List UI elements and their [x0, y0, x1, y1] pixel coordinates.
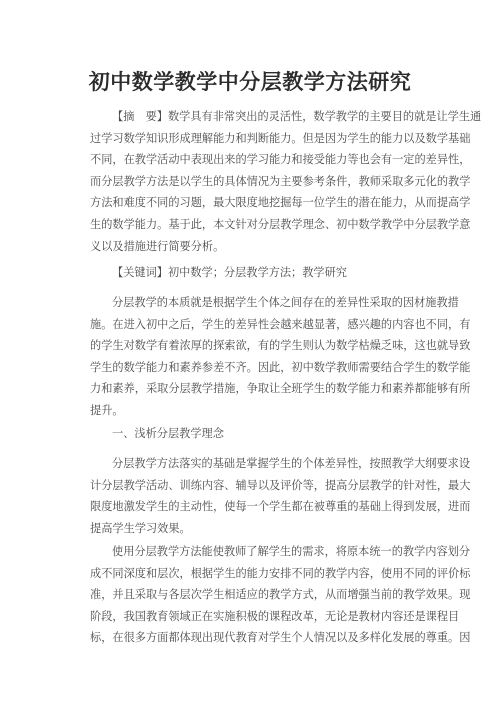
section-heading-text: 一、浅析分层教学理念: [112, 427, 224, 440]
paragraph-line: 计分层教学活动、训练内容、辅导以及评价等，提高分层教学的针对性，最大: [90, 478, 471, 492]
paragraph-line: 提高学生学习效果。: [90, 521, 191, 535]
section-heading-1: [90, 423, 422, 445]
paper-title: 初中数学教学中分层教学方法研究: [88, 70, 412, 94]
abstract-line: 而分层教学方法是以学生的具体情况为主要参考条件，教师采取多元化的教学: [90, 174, 471, 188]
abstract-line: 义以及措施进行简要分析。: [90, 239, 225, 253]
paragraph-line: 准，并且采取与各层次学生相适应的教学方式，从而增强当前的教学效果。现: [90, 588, 471, 602]
paragraph-line: 使用分层教学方法能使教师了解学生的需求，将原本统一的教学内容划分: [112, 545, 471, 558]
paragraph-line: 施。在进入初中之后，学生的差异性会越来越显著，感兴趣的内容也不同，有: [90, 317, 471, 331]
abstract-line: 生的数学能力。基于此，本文针对分层教学理念、初中数学教学中分层教学意: [90, 217, 471, 231]
paragraph-line: 力和素养，采取分层教学措施，争取让全班学生的数学能力和素养都能够有所: [90, 382, 471, 396]
paragraph-line: 标，在很多方面都体现出现代教育对学生个人情况以及多样化发展的尊重。因: [90, 631, 471, 645]
abstract-line: 过学习数学知识形成理解能力和判断能力。但是因为学生的能力以及数学基础: [90, 131, 471, 145]
abstract-line: 【摘 要】数学具有非常突出的灵活性，数学教学的主要目的就是让学生通: [112, 110, 482, 123]
body-paragraph-1: [90, 292, 471, 422]
body-paragraph-2: [90, 453, 471, 539]
paragraph-line: 学生的数学能力和素养参差不齐。因此，初中数学教师需要结合学生的数学能: [90, 360, 471, 374]
body-paragraph-3: [90, 541, 471, 649]
abstract-line: 不同，在教学活动中表现出来的学习能力和接受能力等也会有一定的差异性，: [90, 153, 471, 167]
paragraph-line: 分层教学方法落实的基础是掌握学生的个体差异性，按照教学大纲要求设: [112, 457, 471, 470]
paragraph-line: 的学生对数学有着浓厚的探索欲，有的学生则认为数学枯燥乏味，这也就导致: [90, 339, 471, 353]
abstract-line: 方法和难度不同的习题，最大限度地挖掘每一位学生的潜在能力，从而提高学: [90, 196, 471, 210]
paragraph-line: 阶段，我国教育领域正在实施积极的课程改革，无论是教材内容还是课程目: [90, 609, 460, 623]
paragraph-line: 分层教学的本质就是根据学生个体之间存在的差异性采取的因材施教措: [112, 296, 459, 309]
abstract-paragraph: [90, 106, 482, 257]
paragraph-line: 成不同深度和层次，根据学生的能力安排不同的教学内容，使用不同的评价标: [90, 566, 471, 580]
paragraph-line: 限度地激发学生的主动性，使每一个学生都在被尊重的基础上得到发展，进而: [90, 500, 471, 514]
paragraph-line: 提升。: [90, 403, 124, 417]
keywords-line: [90, 262, 422, 284]
keywords-text: 【关键词】初中数学；分层教学方法；教学研究: [112, 266, 347, 279]
